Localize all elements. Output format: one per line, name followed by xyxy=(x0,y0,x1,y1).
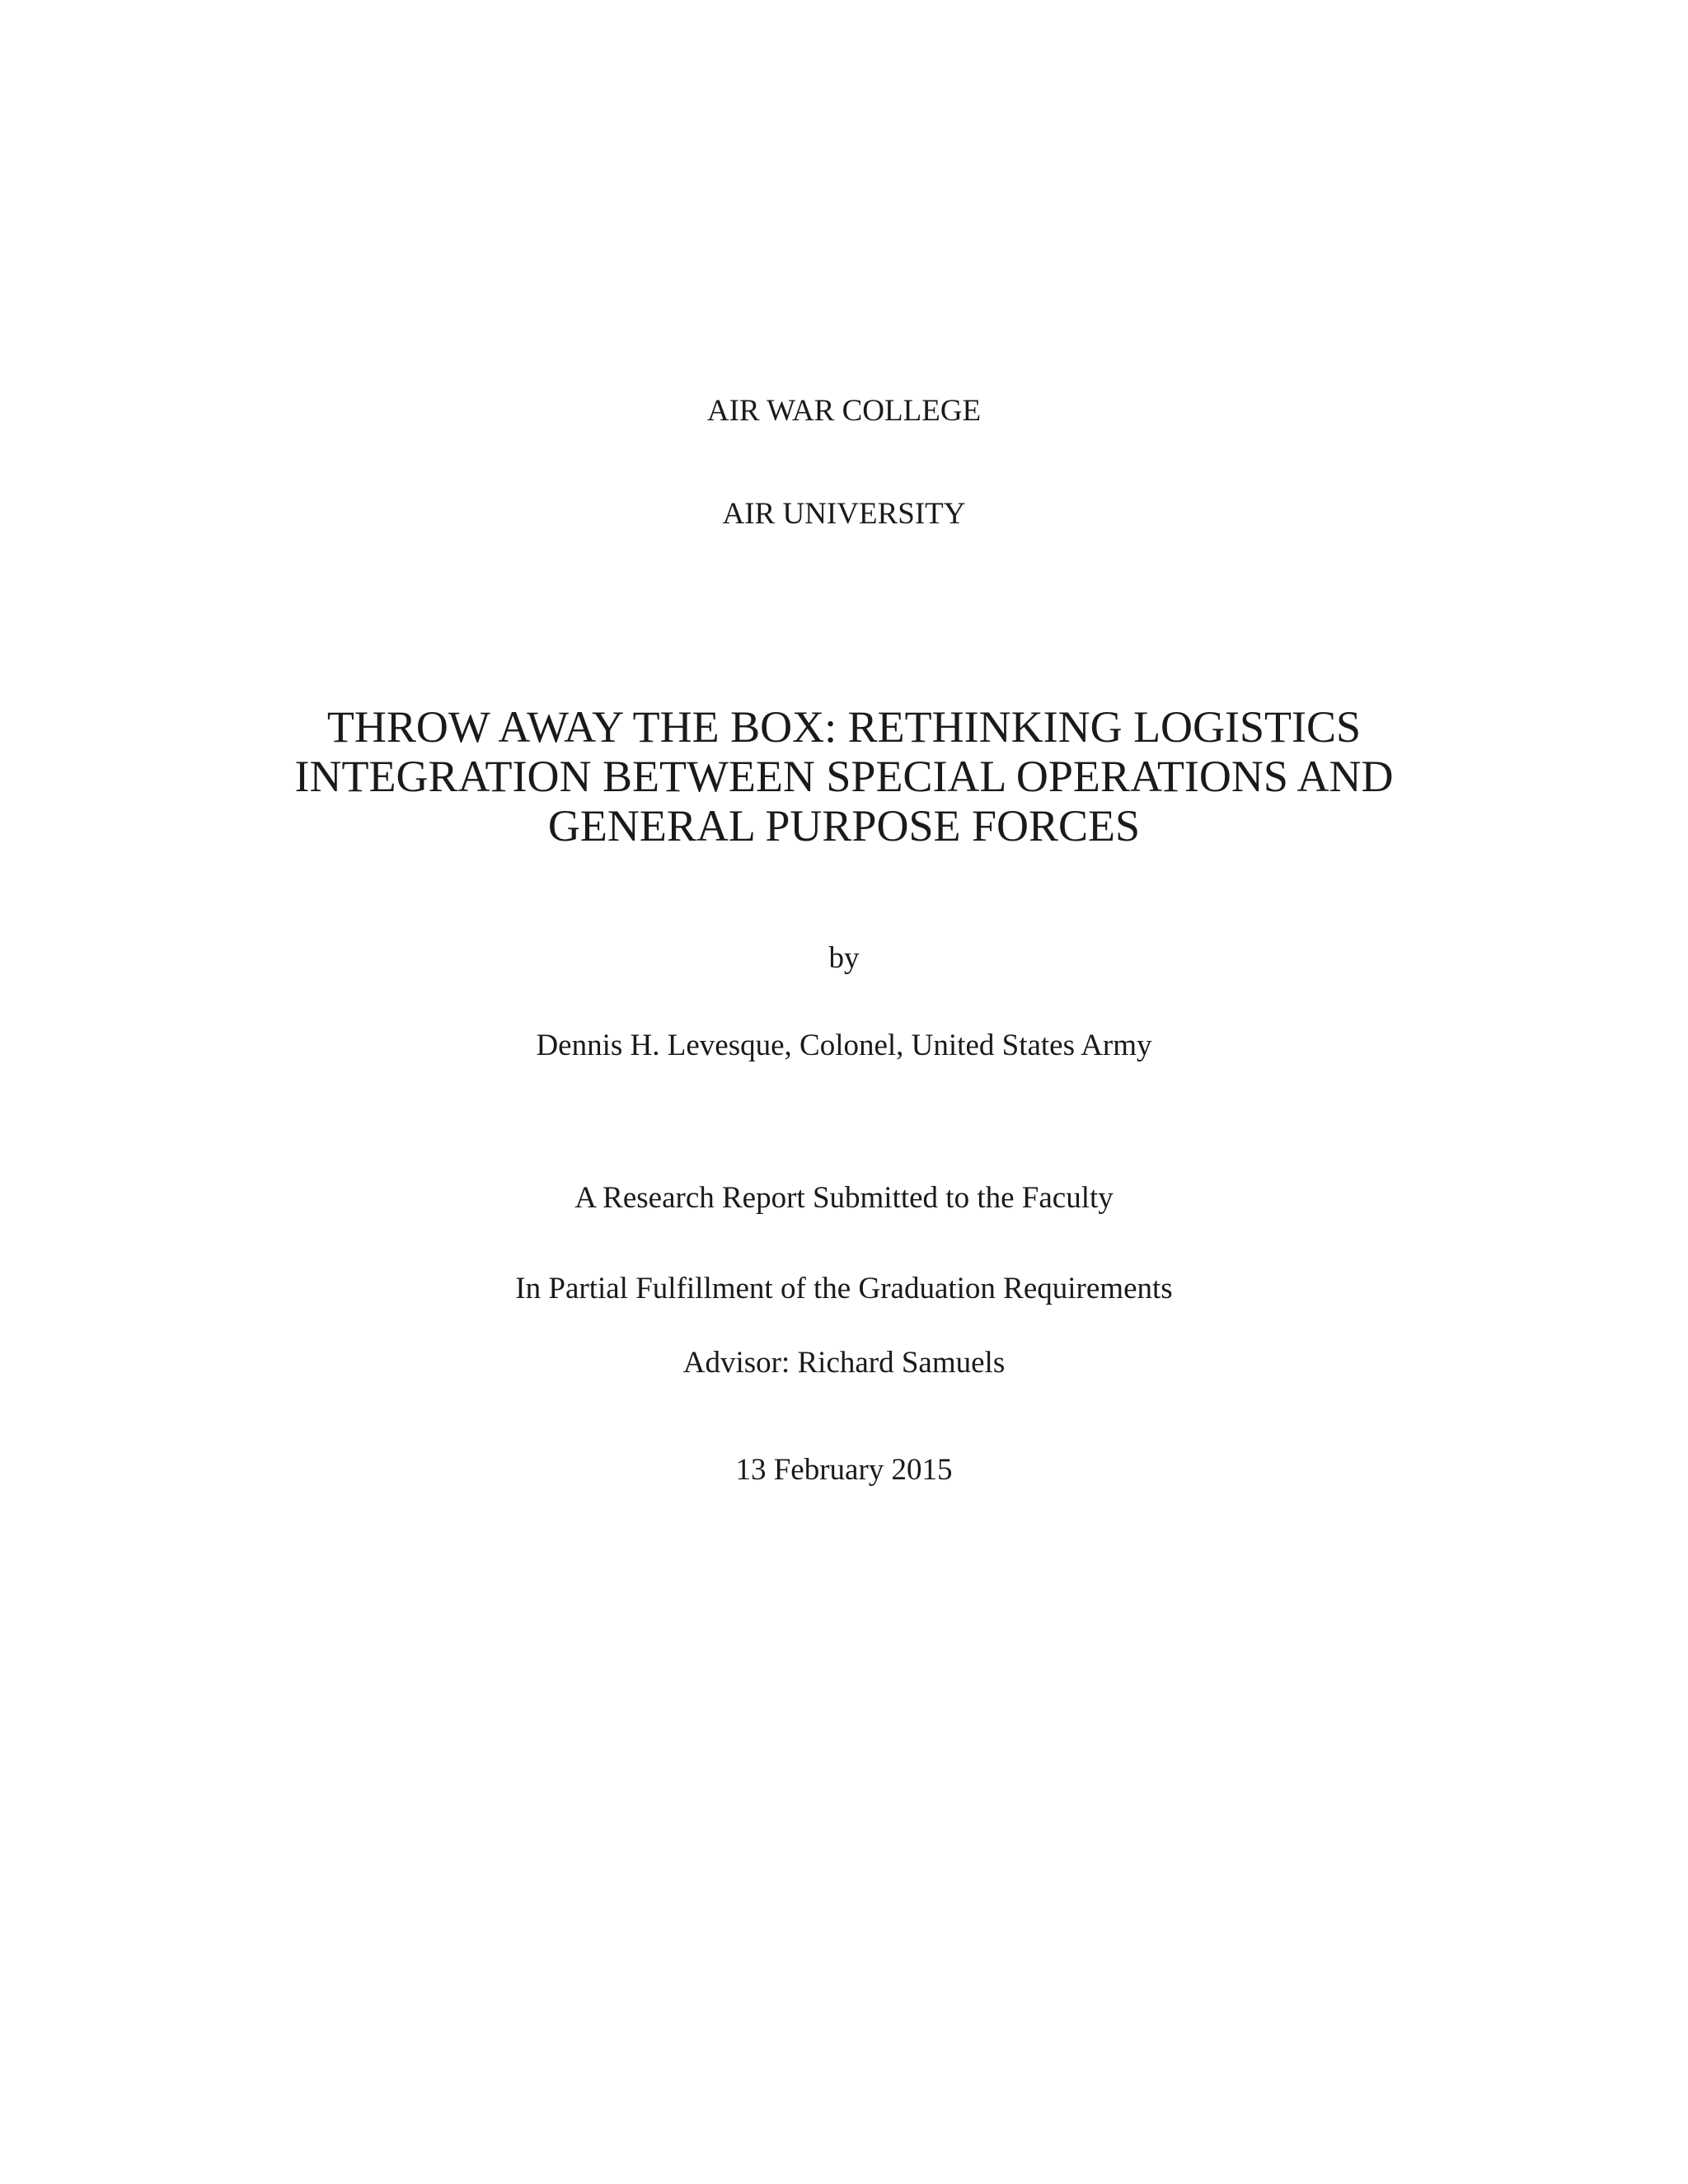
by-label: by xyxy=(828,941,860,975)
report-date: 13 February 2015 xyxy=(735,1453,953,1487)
report-title-line: INTEGRATION BETWEEN SPECIAL OPERATIONS AND xyxy=(294,752,1394,801)
institution-name: AIR WAR COLLEGE xyxy=(706,394,982,428)
submission-statement: A Research Report Submitted to the Faculty xyxy=(574,1181,1114,1215)
author-line: Dennis H. Levesque, Colonel, United States Army xyxy=(536,1029,1152,1062)
university-name: AIR UNIVERSITY xyxy=(722,497,966,531)
report-title-line: GENERAL PURPOSE FORCES xyxy=(547,801,1141,851)
advisor-line: Advisor: Richard Samuels xyxy=(682,1346,1006,1380)
report-title-line: THROW AWAY THE BOX: RETHINKING LOGISTICS xyxy=(326,702,1362,752)
fulfillment-statement: In Partial Fulfillment of the Graduation Requirements xyxy=(515,1272,1173,1305)
